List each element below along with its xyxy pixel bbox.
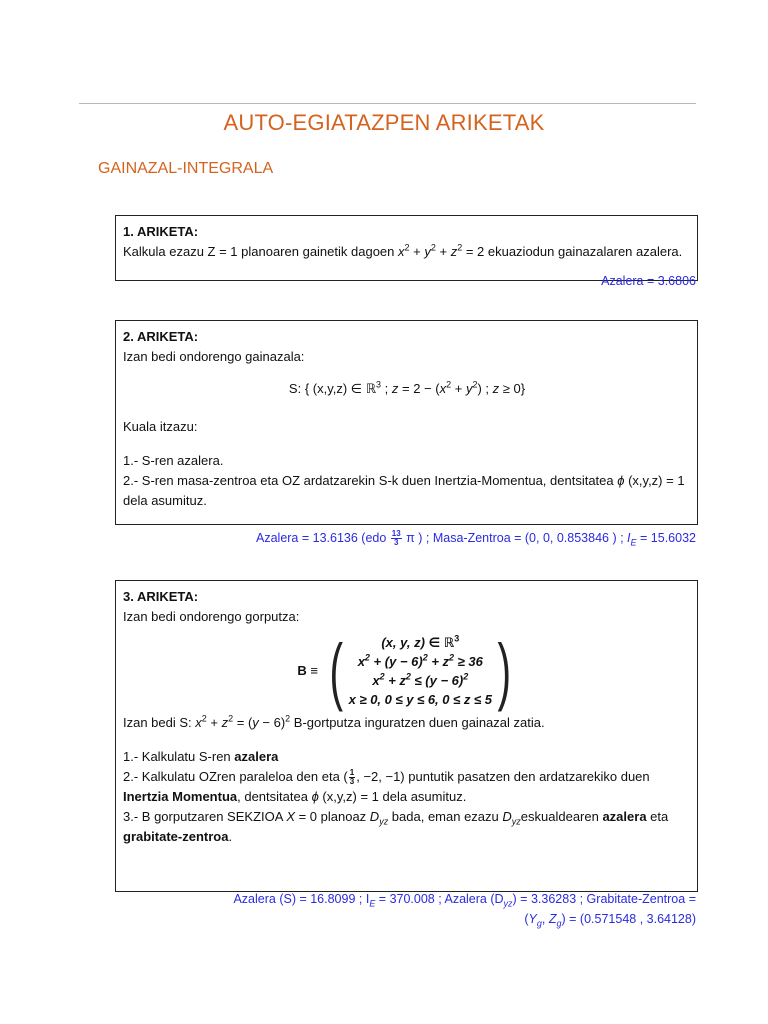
exercise-3-surface: Izan bedi S: $x^2 + z^2 = (y - 6)^2$ B-gortputza inguratzen duen gainazal zatia. bbox=[123, 713, 545, 730]
exercise-2-answer: Azalera = 13.6136 (edo $\frac{13}{3}$ π ) ; Masa-Zentroa = (0, 0, 0.853846 ) ; $I_E = 15.6032$ bbox=[256, 529, 696, 548]
exercise-2-item-2: 2.- S-ren masa-zentroa eta OZ ardatzarekin S-k duen Inertzia-Momentua, dentsitatea ϕ (x,y,z) = 1 dela asumituz. bbox=[123, 473, 685, 508]
exercise-2-item-1: 1.- S-ren azalera. bbox=[123, 453, 224, 468]
exercise-3-item-2b: Inertzia Momentua, dentsitatea ϕ (x,y,z) = 1 dela asumituz. bbox=[123, 789, 467, 804]
exercise-3-item-3: 3.- B gorputzaren SEKZIOA X = 0 planoaz $D_{yz}$ bada, eman ezazu $D_{yz}eskualdearen$ azalera eta bbox=[123, 809, 669, 827]
exercise-1-text: Kalkula ezazu Z = 1 planoaren gainetik dagoen $x^2 + y^2 + z^2 = 2$ ekuaziodun gainazalaren azalera. bbox=[123, 242, 683, 259]
exercise-2-prompt: Kuala itzazu: bbox=[123, 419, 198, 434]
page-title: AUTO-EGIATAZPEN ARIKETAK bbox=[223, 110, 545, 135]
exercise-3-heading: 3. ARIKETA: bbox=[123, 589, 199, 604]
exercise-2-heading: 2. ARIKETA: bbox=[123, 329, 199, 344]
exercise-3-item-1: 1.- Kalkulatu S-ren azalera bbox=[123, 749, 279, 764]
exercise-3-answer: Azalera (S) = 16.8099 ; $I_E = 370.008$ ; Azalera $(D_{yz}) = 3.36283$ ; Grabitate-Zentroa = ($Y_g$, $Z_g) = (0.571548$ , 3.64128) bbox=[233, 892, 696, 929]
top-rule bbox=[79, 103, 696, 104]
exercise-2-intro: Izan bedi ondorengo gainazala: bbox=[123, 349, 305, 364]
exercise-3-intro: Izan bedi ondorengo gorputza: bbox=[123, 609, 300, 624]
exercise-2-box bbox=[115, 320, 698, 525]
exercise-2-set: S: { (x,y,z) ∈ ℝ$^3$ ; $z = 2 - (x^2 + y^2)$ ; z ≥ 0} bbox=[288, 379, 526, 396]
exercise-3-box bbox=[115, 580, 698, 892]
exercise-3-system: B ≡ ( (x, y, z) ∈ ℝ$^3$ $x^2 + (y - 6)^2 + z^2 \ge 36$ $x^2 + z^2 \le (y - 6)^2$ x ≥ 0, 0 ≤ y ≤ 6, 0 ≤ z ≤ 5 ) bbox=[297, 629, 512, 712]
exercise-3-item-3b: grabitate-zentroa. bbox=[123, 829, 233, 844]
exercise-1-answer: Azalera = 3.6806 bbox=[601, 274, 696, 288]
exercise-3-item-2: 2.- Kalkulatu OZren paraleloa den eta ( $\frac{1}{3}$ , −2, −1) puntutik pasatzen den ardatzarekiko duen bbox=[123, 768, 650, 787]
exercise-1-heading: 1. ARIKETA: bbox=[123, 224, 199, 239]
section-title: GAINAZAL-INTEGRALA bbox=[98, 160, 274, 177]
